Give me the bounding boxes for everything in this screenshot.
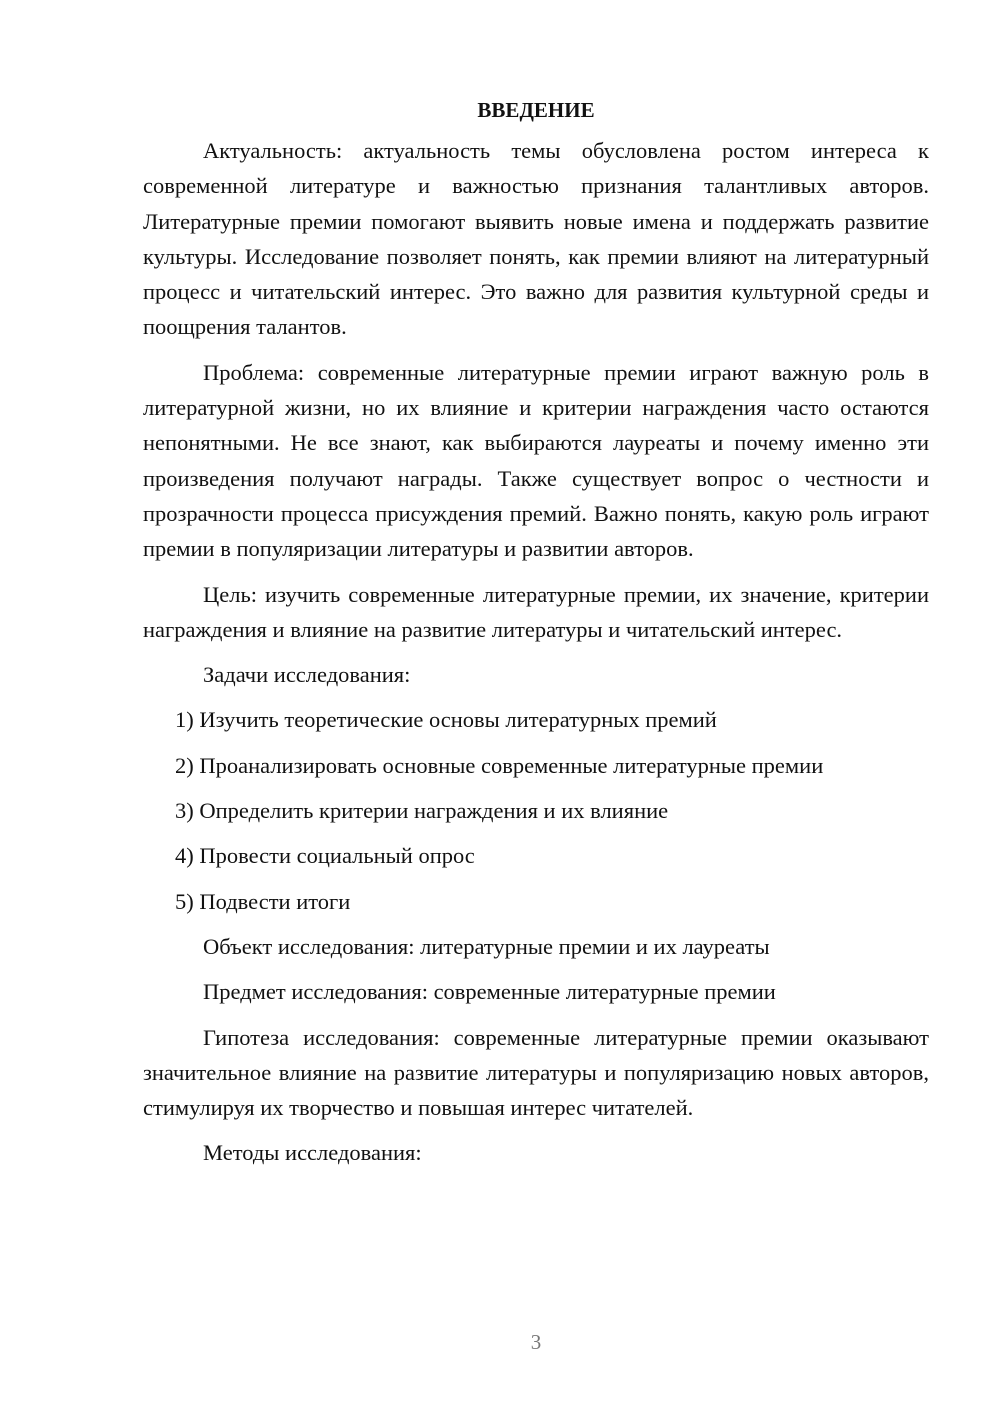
tasks-list — [143, 702, 929, 918]
task-item: 3) Определить критерии награждения и их влияние — [175, 798, 669, 824]
document-page — [143, 92, 929, 1181]
tasks-heading: Задачи исследования: — [203, 662, 411, 688]
relevance-paragraph: Актуальность: актуальность темы обусловлена ростом интереса к современной литературе и важностью признания талантливых авторов. Литературные премии помогают выявить новые имена и поддержать развитие культуры. Исследование позволяет понять, как премии влияют на литературный процесс и читательский интерес. Это важно для развития культурной среды и поощрения талантов. — [143, 138, 929, 340]
methods-heading: Методы исследования: — [203, 1140, 422, 1166]
hypothesis-paragraph: Гипотеза исследования: современные литературные премии оказывают значительное влияние на развитие литературы и популяризацию новых авторов, стимулируя их творчество и повышая интерес читателей. — [143, 1024, 929, 1121]
goal-paragraph: Цель: изучить современные литературные премии, их значение, критерии награждения и влияние на развитие литературы и читательский интерес. — [143, 581, 929, 642]
task-item: 1) Изучить теоретические основы литературных премий — [175, 707, 717, 733]
task-item: 2) Проанализировать основные современные литературные премии — [175, 752, 824, 778]
object-line: Объект исследования: литературные премии и их лауреаты — [203, 933, 770, 959]
page-number: 3 — [530, 1330, 542, 1354]
subject-line: Предмет исследования: современные литературные премии — [203, 979, 776, 1005]
task-item: 4) Провести социальный опрос — [175, 843, 475, 869]
page-title: ВВЕДЕНИЕ — [477, 98, 595, 122]
task-item: 5) Подвести итоги — [175, 888, 351, 914]
problem-paragraph: Проблема: современные литературные премии играют важную роль в литературной жизни, но их влияние и критерии награждения часто остаются непонятными. Не все знают, как выбираются лауреаты и почему именно эти произведения получают награды. Также существует вопрос о честности и прозрачности процесса присуждения премий. Важно понять, какую роль играют премии в популяризации литературы и развитии авторов. — [143, 359, 929, 562]
